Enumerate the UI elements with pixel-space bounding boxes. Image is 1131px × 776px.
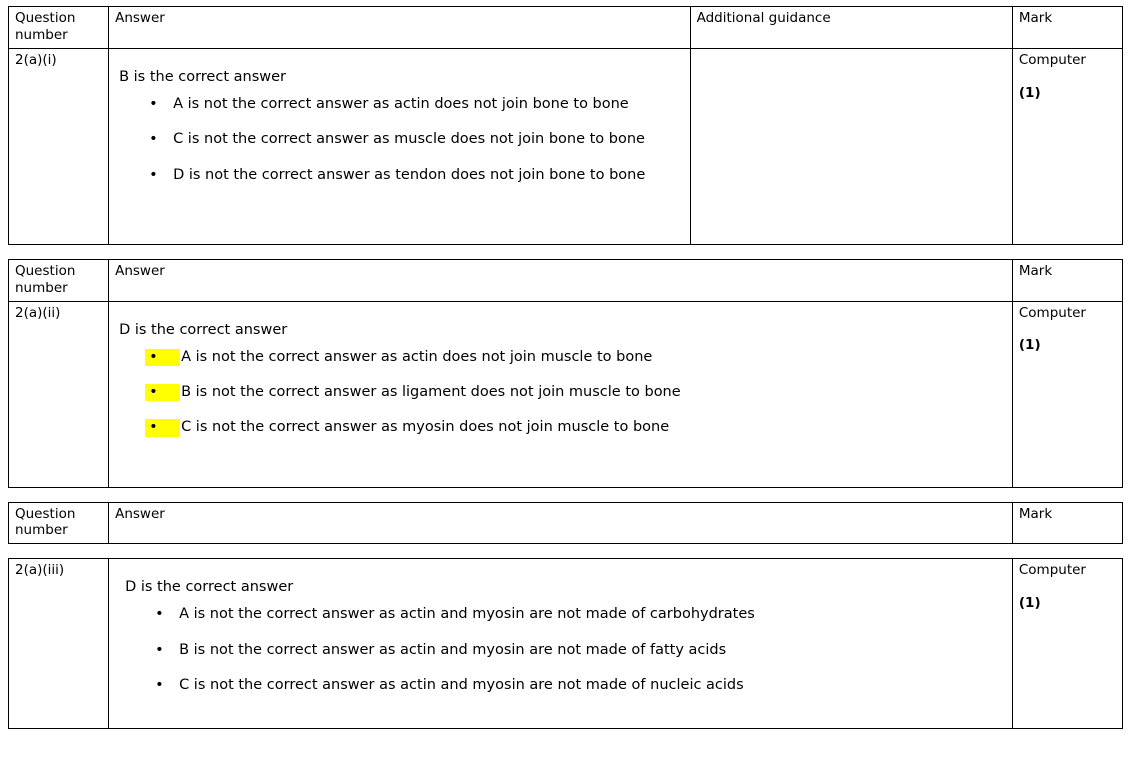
- header-question-number: Question number: [9, 259, 109, 301]
- question-number-cell: 2(a)(i): [9, 48, 109, 244]
- table-row: [9, 559, 1123, 729]
- header-additional-guidance: Additional guidance: [690, 7, 1012, 49]
- list-item: [115, 167, 684, 184]
- bullet-icon: •: [149, 131, 158, 148]
- bullet-icon: •: [149, 95, 158, 112]
- question-number-cell: 2(a)(ii): [9, 301, 109, 487]
- answer-lead: B is the correct answer: [119, 68, 286, 85]
- list-item-label: B is not the correct answer as ligament does not join muscle to bone: [181, 384, 681, 401]
- header-answer: Answer: [109, 7, 691, 49]
- list-item-label: A is not the correct answer as actin and myosin are not made of carbohydrates: [179, 606, 755, 623]
- answer-lead: D is the correct answer: [119, 321, 288, 338]
- answer-bullet-list: [115, 606, 1006, 694]
- list-item-label: B is not the correct answer as actin and myosin are not made of fatty acids: [179, 641, 727, 658]
- header-question-number: Question number: [9, 7, 109, 49]
- mark-type-label: Computer: [1018, 304, 1086, 321]
- table-header-row: [9, 502, 1123, 544]
- list-item-label: A is not the correct answer as actin does not join muscle to bone: [181, 348, 653, 365]
- header-mark: Mark: [1012, 7, 1122, 49]
- mark-cell: [1012, 559, 1122, 729]
- table-row: [9, 301, 1123, 487]
- header-answer: Answer: [109, 502, 1013, 544]
- header-mark: Mark: [1012, 259, 1122, 301]
- mark-value: (1): [1018, 337, 1041, 354]
- list-item: [115, 642, 1006, 659]
- mark-cell: [1012, 301, 1122, 487]
- list-item: [115, 349, 1006, 366]
- mark-type-label: Computer: [1018, 562, 1086, 579]
- list-item: [115, 384, 1006, 401]
- bullet-icon: •: [149, 166, 158, 183]
- bullet-icon: •: [145, 419, 180, 436]
- bullet-icon: •: [155, 606, 164, 623]
- bullet-icon: •: [145, 384, 180, 401]
- bullet-icon: •: [155, 641, 164, 658]
- table-header-row: [9, 7, 1123, 49]
- header-answer: Answer: [109, 259, 1013, 301]
- mark-cell: [1012, 48, 1122, 244]
- answer-cell: [109, 559, 1013, 729]
- question-number-cell: 2(a)(iii): [9, 559, 109, 729]
- list-item-label: A is not the correct answer as actin does not join bone to bone: [173, 95, 629, 112]
- answer-cell: [109, 301, 1013, 487]
- header-mark: Mark: [1012, 502, 1122, 544]
- header-question-number: Question number: [9, 502, 109, 544]
- question-block-2a-iii: [8, 558, 1123, 729]
- mark-value: (1): [1018, 84, 1041, 101]
- table-row: [9, 48, 1123, 244]
- list-item-label: C is not the correct answer as myosin does not join muscle to bone: [181, 419, 670, 436]
- mark-value: (1): [1018, 595, 1041, 612]
- question-block-2a-i: [8, 6, 1123, 245]
- question-block-2a-ii: [8, 259, 1123, 488]
- question-block-2a-iii-header: [8, 502, 1123, 545]
- bullet-icon: •: [145, 349, 180, 366]
- list-item: [115, 677, 1006, 694]
- answer-cell: [109, 48, 691, 244]
- list-item: [115, 131, 684, 148]
- additional-guidance-cell: [690, 48, 1012, 244]
- list-item-label: D is not the correct answer as tendon does not join bone to bone: [173, 166, 646, 183]
- answer-bullet-list: [115, 349, 1006, 437]
- answer-bullet-list: [115, 96, 684, 184]
- list-item-label: C is not the correct answer as muscle does not join bone to bone: [173, 131, 645, 148]
- list-item: [115, 606, 1006, 623]
- list-item: [115, 96, 684, 113]
- list-item-label: C is not the correct answer as actin and myosin are not made of nucleic acids: [179, 677, 744, 694]
- bullet-icon: •: [155, 677, 164, 694]
- answer-lead: D is the correct answer: [125, 579, 294, 596]
- mark-type-label: Computer: [1018, 51, 1086, 68]
- table-header-row: [9, 259, 1123, 301]
- list-item: [115, 419, 1006, 436]
